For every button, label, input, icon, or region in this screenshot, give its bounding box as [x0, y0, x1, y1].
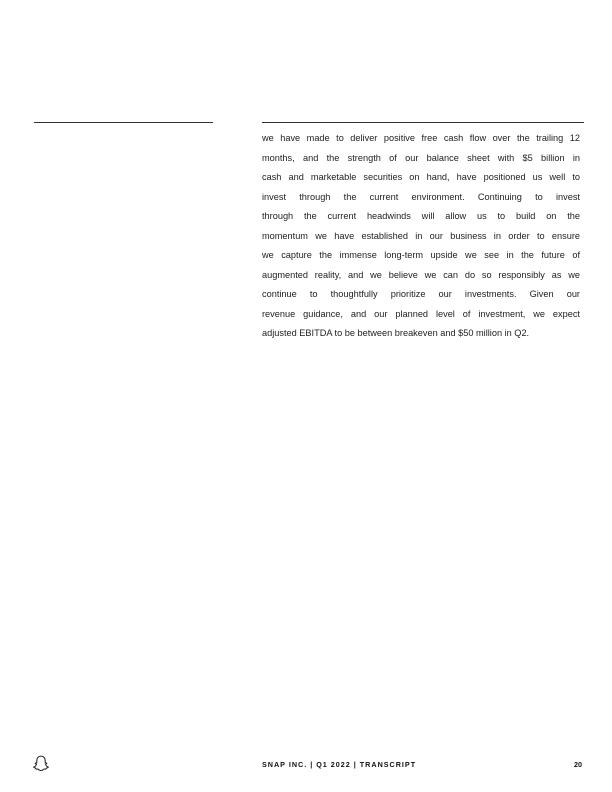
body-line: we have made to deliver positive free cash flow over the trailing 12 — [262, 133, 580, 143]
body-paragraph — [262, 129, 580, 344]
body-line: months, and the strength of our balance sheet with $5 billion in — [262, 152, 580, 163]
body-line: invest through the current environment. Continuing to invest — [262, 191, 580, 202]
body-line: augmented reality, and we believe we can do so responsibly as we — [262, 269, 580, 280]
body-line: momentum we have established in our business in order to ensure — [262, 230, 580, 241]
left-column-rule — [34, 122, 213, 123]
right-column-rule — [262, 122, 584, 123]
body-line: through the current headwinds will allow us to build on the — [262, 211, 580, 221]
body-line: continue to thoughtfully prioritize our investments. Given our — [262, 289, 580, 299]
body-line: adjusted EBITDA to be between breakeven and $50 million in Q2. — [262, 328, 530, 338]
body-line: revenue guidance, and our planned level of investment, we expect — [262, 308, 580, 319]
footer-page-number: 20 — [574, 760, 582, 769]
snapchat-ghost-icon — [32, 754, 50, 773]
body-line: we capture the immense long-term upside we see in the future of — [262, 250, 580, 260]
body-line: cash and marketable securities on hand, have positioned us well to — [262, 172, 580, 182]
footer-document-title: SNAP INC. | Q1 2022 | TRANSCRIPT — [262, 760, 417, 769]
